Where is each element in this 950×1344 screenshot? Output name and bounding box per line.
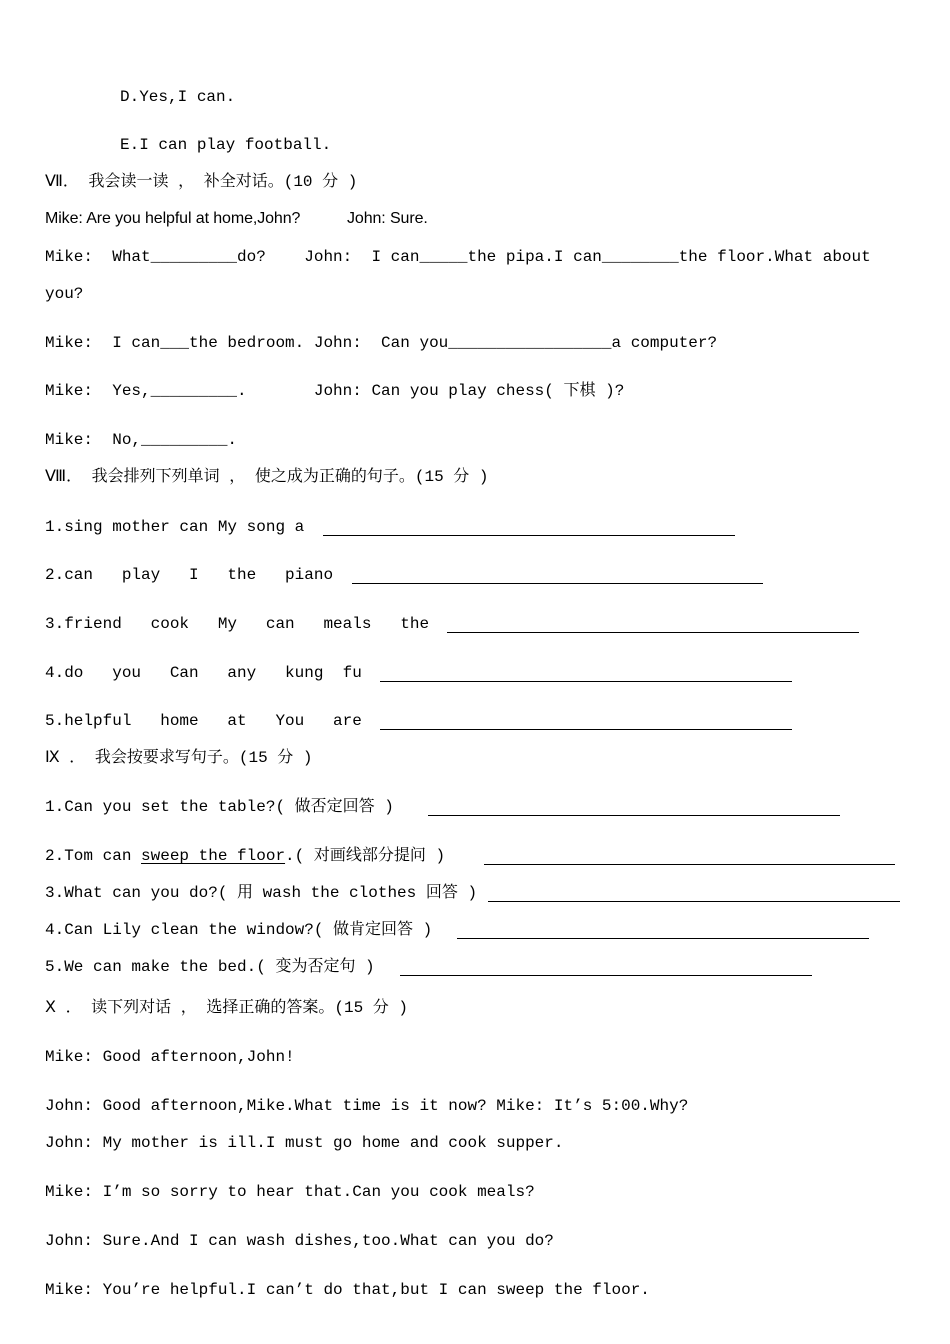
answer-line xyxy=(323,535,735,536)
dialogue-line-1-mike: Mike: Are you helpful at home,John? xyxy=(45,210,301,227)
answer-line xyxy=(447,632,859,633)
reorder-item-5: 5.helpful home at You are xyxy=(45,712,362,730)
reorder-item-2: 2.can play I the piano xyxy=(45,566,334,584)
answer-line xyxy=(457,938,869,939)
rewrite-item-5: 5.We can make the bed.( 变为否定句 ) xyxy=(45,958,375,976)
rewrite-item-2 xyxy=(45,846,445,866)
answer-line xyxy=(400,975,812,976)
answer-line xyxy=(428,815,840,816)
reorder-item-4: 4.do you Can any kung fu xyxy=(45,664,362,682)
reading-line-4: Mike: I’m so sorry to hear that.Can you cook meals? xyxy=(45,1183,535,1201)
answer-line xyxy=(352,583,763,584)
dialogue-line-4: Mike: Yes,_________. John: Can you play chess( 下棋 )? xyxy=(45,382,625,400)
answer-line xyxy=(380,681,792,682)
section-7-title: Ⅶ． 我会读一读 ， 补全对话。(10 分 ) xyxy=(45,173,358,191)
dialogue-line-2: Mike: What_________do? John: I can_____the pipa.I can________the floor.What about xyxy=(45,248,871,266)
reading-line-3: John: My mother is ill.I must go home and cook supper. xyxy=(45,1134,564,1152)
reading-line-5: John: Sure.And I can wash dishes,too.What can you do? xyxy=(45,1232,554,1250)
underlined-phrase: sweep the floor xyxy=(141,847,286,865)
reading-line-6: Mike: You’re helpful.I can’t do that,but I can sweep the floor. xyxy=(45,1281,650,1299)
section-8-title: Ⅷ． 我会排列下列单词 ， 使之成为正确的句子。(15 分 ) xyxy=(45,468,489,486)
option-d: D.Yes,I can. xyxy=(120,88,236,106)
option-e: E.I can play football. xyxy=(120,136,332,154)
dialogue-line-2-cont: you? xyxy=(45,285,84,303)
answer-line xyxy=(380,729,792,730)
rewrite-item-2-suffix: .( 对画线部分提问 ) xyxy=(285,847,446,865)
section-10-title: Ⅹ ． 读下列对话 ， 选择正确的答案。(15 分 ) xyxy=(45,999,408,1017)
section-9-title: Ⅸ ． 我会按要求写句子。(15 分 ) xyxy=(45,749,313,767)
rewrite-item-4: 4.Can Lily clean the window?( 做肯定回答 ) xyxy=(45,921,433,939)
dialogue-line-3: Mike: I can___the bedroom. John: Can you_________________a computer? xyxy=(45,334,718,352)
reading-line-1: Mike: Good afternoon,John! xyxy=(45,1048,295,1066)
rewrite-item-3: 3.What can you do?( 用 wash the clothes 回答 ) xyxy=(45,884,478,902)
rewrite-item-1: 1.Can you set the table?( 做否定回答 ) xyxy=(45,798,394,816)
reading-line-2: John: Good afternoon,Mike.What time is it now? Mike: It’s 5:00.Why? xyxy=(45,1097,689,1115)
reorder-item-1: 1.sing mother can My song a xyxy=(45,518,305,536)
answer-line xyxy=(488,901,900,902)
rewrite-item-2-prefix: 2.Tom can xyxy=(45,847,142,865)
dialogue-line-1-john: John: Sure. xyxy=(347,210,428,227)
answer-line xyxy=(484,864,895,865)
reorder-item-3: 3.friend cook My can meals the xyxy=(45,615,430,633)
dialogue-line-5: Mike: No,_________. xyxy=(45,431,238,449)
